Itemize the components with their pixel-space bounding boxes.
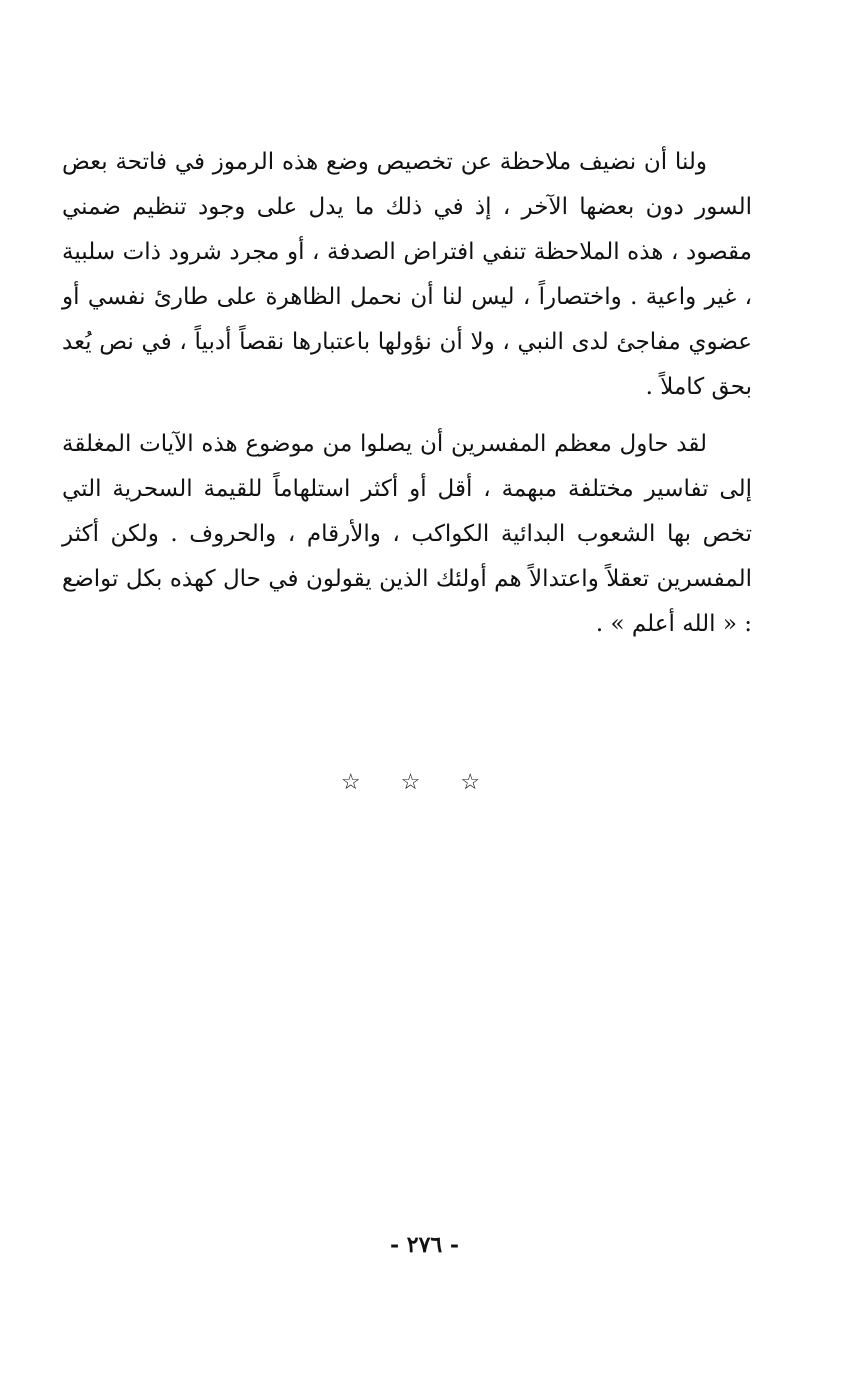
page-number: - ٢٧٦ - <box>389 1232 460 1258</box>
body-text <box>62 140 752 647</box>
paragraph-2: لقد حاول معظم المفسرين أن يصلوا من موضوع هذه الآيات المغلقة إلى تفاسير مختلفة مبهمة ، أقل أو أكثر استلهاماً للقيمة السحرية التي تخص بها الشعوب البدائية الكواكب ، والأرقام ، والحروف . ولكن أكثر المفسرين تعقلاً واعتدالاً هم أولئك الذين يقولون في حال كهذه بكل تواضع : « الله أعلم » . <box>62 431 752 637</box>
star-icon: ☆ <box>400 770 449 795</box>
paragraph-1: ولنا أن نضيف ملاحظة عن تخصيص وضع هذه الرموز في فاتحة بعض السور دون بعضها الآخر ، إذ في ذلك ما يدل على وجود تنظيم ضمني مقصود ، هذه الملاحظة تنفي افتراض الصدفة ، أو مجرد شرود ذات سلبية ، غير واعية . واختصاراً ، ليس لنا أن نحمل الظاهرة على طارئ نفسي أو عضوي مفاجئ لدى النبي ، ولا أن نؤولها باعتبارها نقصاً أدبياً ، في نص يُعد بحق كاملاً . <box>62 149 752 400</box>
star-icon: ☆ <box>460 770 509 795</box>
section-separator <box>0 770 849 795</box>
star-icon: ☆ <box>340 770 389 795</box>
